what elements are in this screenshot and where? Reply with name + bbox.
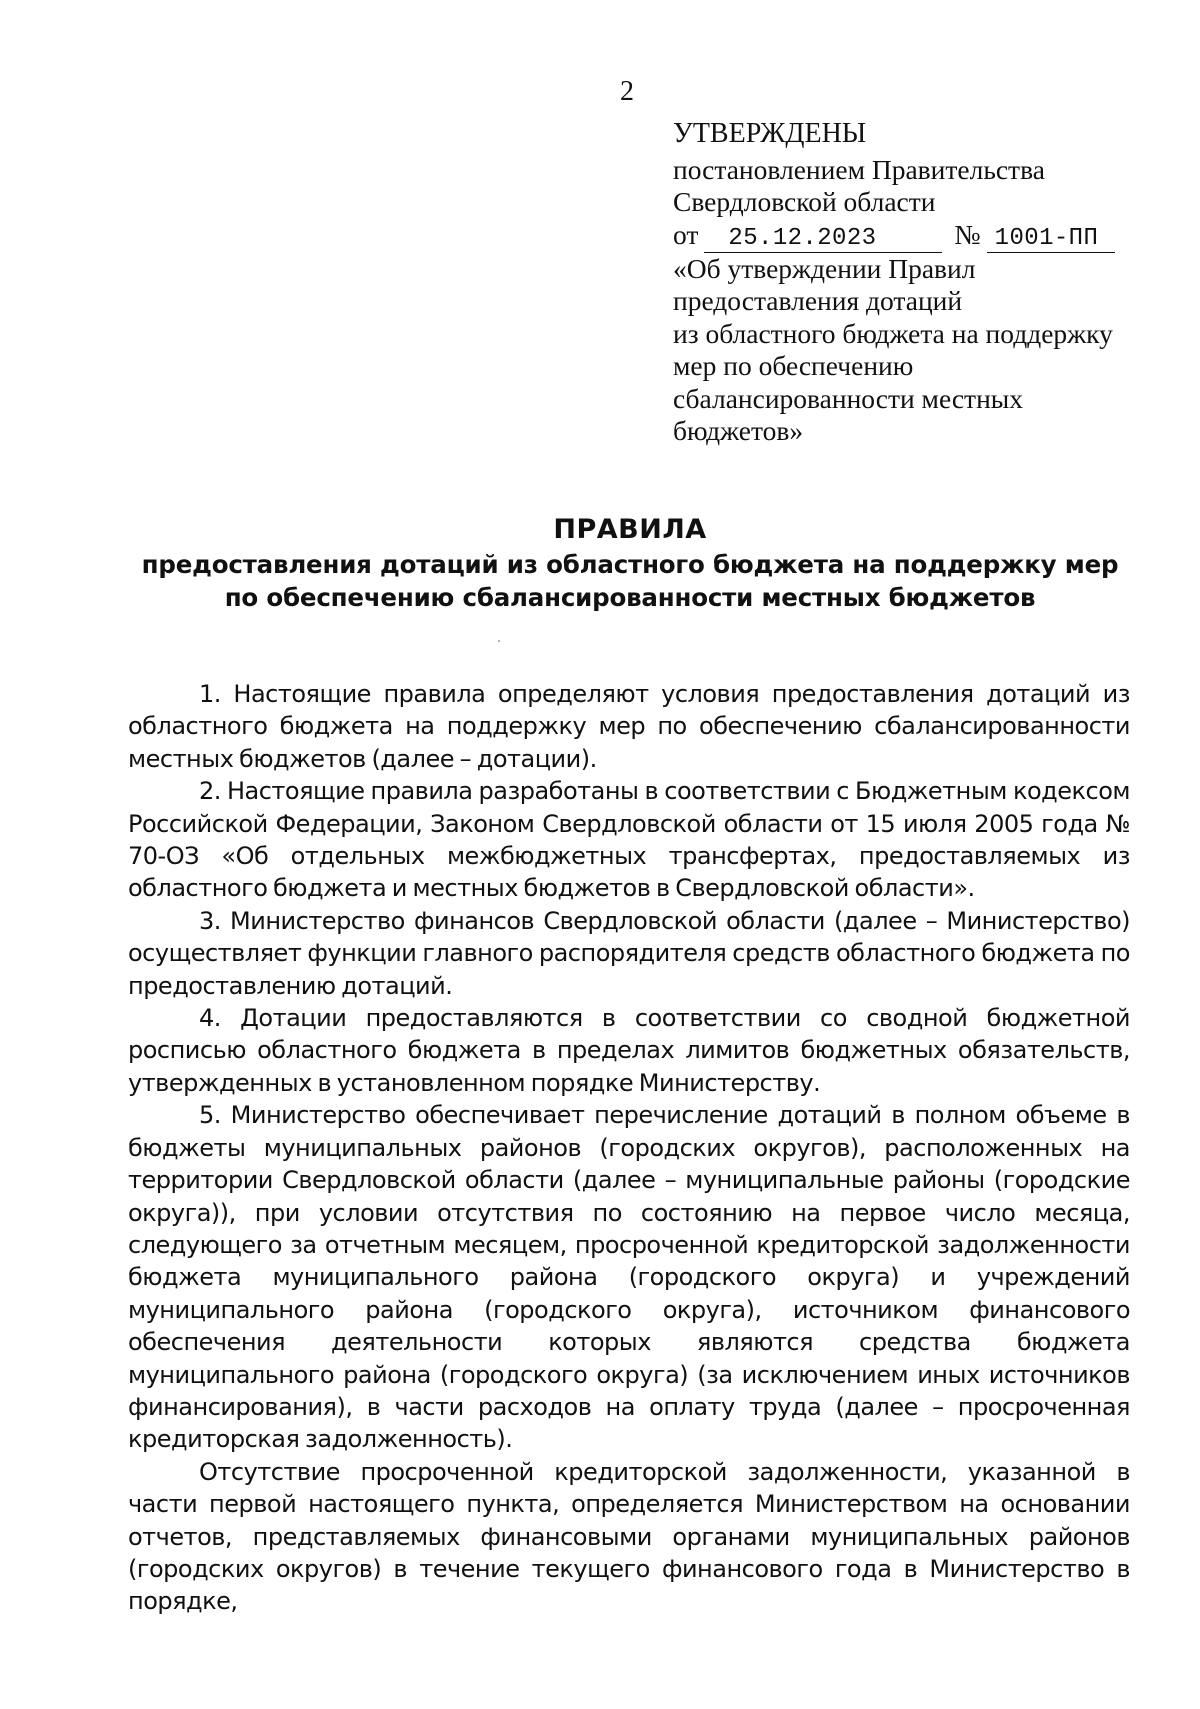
approval-line-region: Свердловской области <box>673 186 936 217</box>
approved-heading: УТВЕРЖДЕНЫ <box>673 118 867 149</box>
approval-date-number-line <box>673 219 1153 253</box>
decree-date: 25.12.2023 <box>704 227 942 253</box>
paragraph-4: 4. Дотации предоставляются в соответствии со сводной бюджетной росписью областного бюджета в пределах лимитов бюджетных обязательств, утвержденных в установленном порядке Министерству. <box>128 1004 1130 1097</box>
document-title-block <box>100 512 1160 614</box>
page-number: 2 <box>620 76 634 107</box>
decree-title-line: из областного бюджета на поддержку <box>673 317 1113 349</box>
document-title: ПРАВИЛА <box>553 514 707 545</box>
paragraph-5-part-2: Отсутствие просроченной кредиторской задолженности, указанной в части первой настоящего пункта, определяется Министерством на основании отчетов, представляемых финансовыми органами муниципальных районов (городских округов) в течение текущего финансового года в Министерство в порядке, <box>128 1457 1130 1616</box>
approval-stamp-block <box>673 118 1153 448</box>
decree-title-line: сбалансированности местных <box>673 382 1024 414</box>
decree-number: 1001-ПП <box>987 227 1115 253</box>
document-body <box>128 678 1130 1618</box>
paragraph-1: 1. Настоящие правила определяют условия предоставления дотаций из областного бюджета на поддержку мер по обеспечению сбалансированности местных бюджетов (далее – дотации). <box>128 680 1130 773</box>
decree-title-line: предоставления дотаций <box>673 285 963 316</box>
approval-line-resolution: постановлением Правительства <box>673 153 1045 185</box>
date-label: от <box>673 218 699 250</box>
number-label: № <box>954 218 981 250</box>
decree-title-line: «Об утверждении Правил <box>673 252 976 284</box>
document-subtitle-line: по обеспечению сбалансированности местных бюджетов <box>224 583 1036 612</box>
document-subtitle-line: предоставления дотаций из областного бюджета на поддержку мер <box>141 550 1119 579</box>
paragraph-3: 3. Министерство финансов Свердловской области (далее – Министерство) осуществляет функции главного распорядителя средств областного бюджета по предоставлению дотаций. <box>128 906 1130 1000</box>
decree-title-line: мер по обеспечению <box>673 350 914 381</box>
scan-speck <box>498 640 500 642</box>
paragraph-2: 2. Настоящие правила разработаны в соответствии с Бюджетным кодексом Российской Федерации, Законом Свердловской области от 15 июля 2005 года № 70-ОЗ «Об отдельных межбюджетных трансфертах, предоставляемых из областного бюджета и местных бюджетов в Свердловской области». <box>128 777 1130 903</box>
paragraph-5: 5. Министерство обеспечивает перечисление дотаций в полном объеме в бюджеты муниципальных районов (городских округов), расположенных на территории Свердловской области (далее – муниципальные районы (городские округа)), при условии отсутствия по состоянию на первое число месяца, следующего за отчетным месяцем, просроченной кредиторской задолженности бюджета муниципального района (городского округа) и учреждений муниципального района (городского округа), источником финансового обеспечения деятельности которых являются средства бюджета муниципального района (городского округа) (за исключением иных источников финансирования), в части расходов на оплату труда (далее – просроченная кредиторская задолженность). <box>128 1101 1130 1454</box>
decree-title-line: бюджетов» <box>673 415 804 446</box>
